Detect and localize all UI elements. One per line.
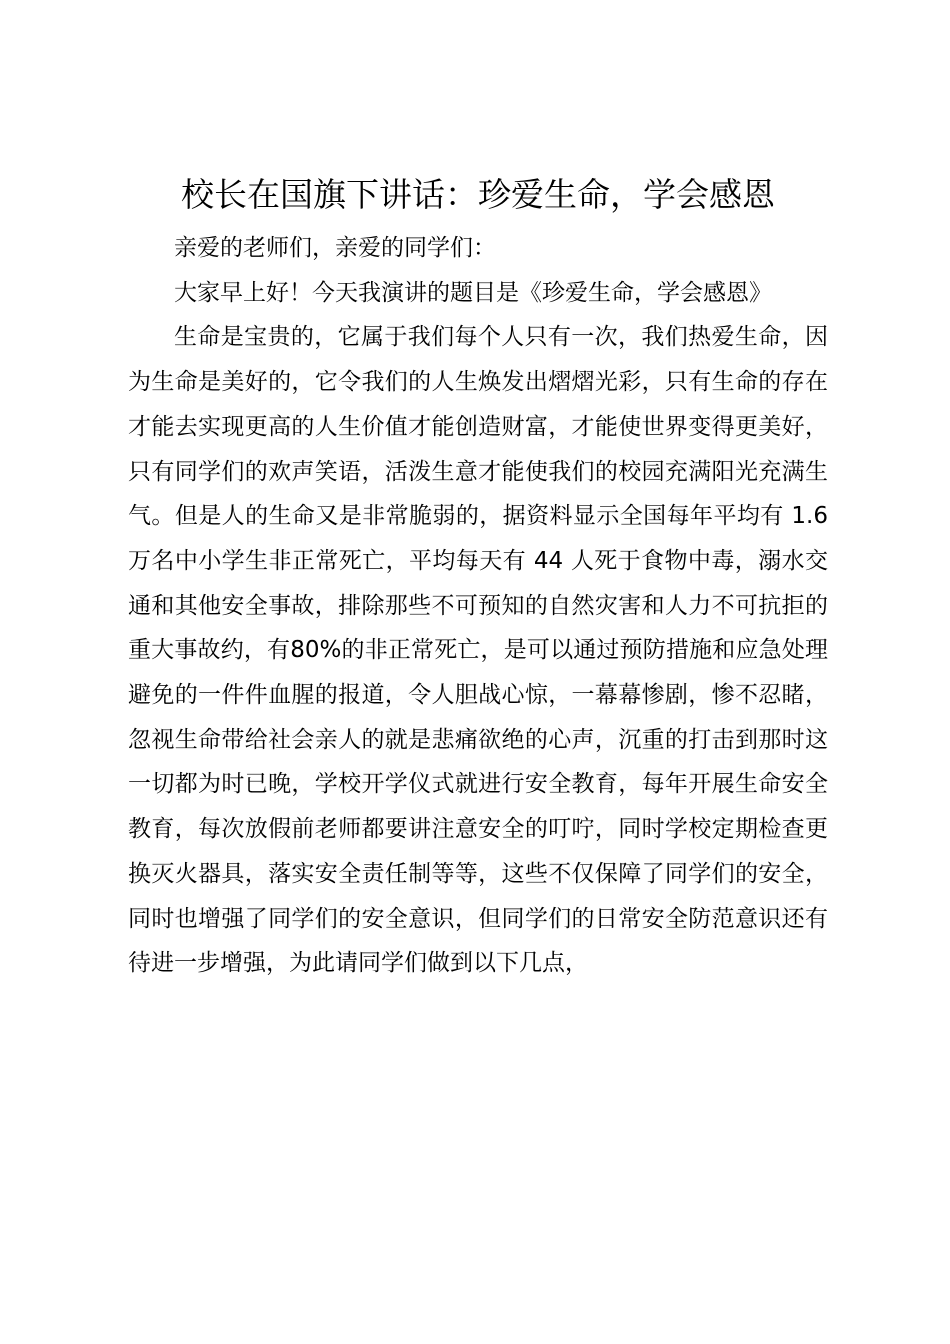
main-paragraph: 生命是宝贵的，它属于我们每个人只有一次，我们热爱生命，因为生命是美好的，它令我们的人生焕发出熠熠光彩，只有生命的存在才能去实现更高的人生价值才能创造财富，才能使世界变得更美好，只有同学们的欢声笑语，活泼生意才能使我们的校园充满阳光充满生气。但是人的生命又是非常脆弱的，据资料显示全国每年平均有 1.6 万名中小学生非正常死亡，平均每天有 44 人死于食物中毒，溺水交通和其他安全事故，排除那些不可预知的自然灾害和人力不可抗拒的重大事故约，有80%的非正常死亡，是可以通过预防措施和应急处理避免的一件件血腥的报道，令人胆战心惊，一幕幕惨剧，惨不忍睹，忽视生命带给社会亲人的就是悲痛欲绝的心声，沉重的打击到那时这一切都为时已晚，学校开学仪式就进行安全教育，每年开展生命安全教育，每次放假前老师都要讲注意安全的叮咛，同时学校定期检查更换灭火器具，落实安全责任制等等，这些不仅保障了同学们的安全，同时也增强了同学们的安全意识，但同学们的日常安全防范意识还有待进一步增强，为此请同学们做到以下几点， [128,324,828,977]
document-title: 校长在国旗下讲话：珍爱生命，学会感恩 [181,175,775,214]
salutation-paragraph: 亲爱的老师们，亲爱的同学们： [174,235,496,261]
document-body [128,226,828,986]
greeting-paragraph: 大家早上好！今天我演讲的题目是《珍爱生命，学会感恩》 [174,279,772,306]
